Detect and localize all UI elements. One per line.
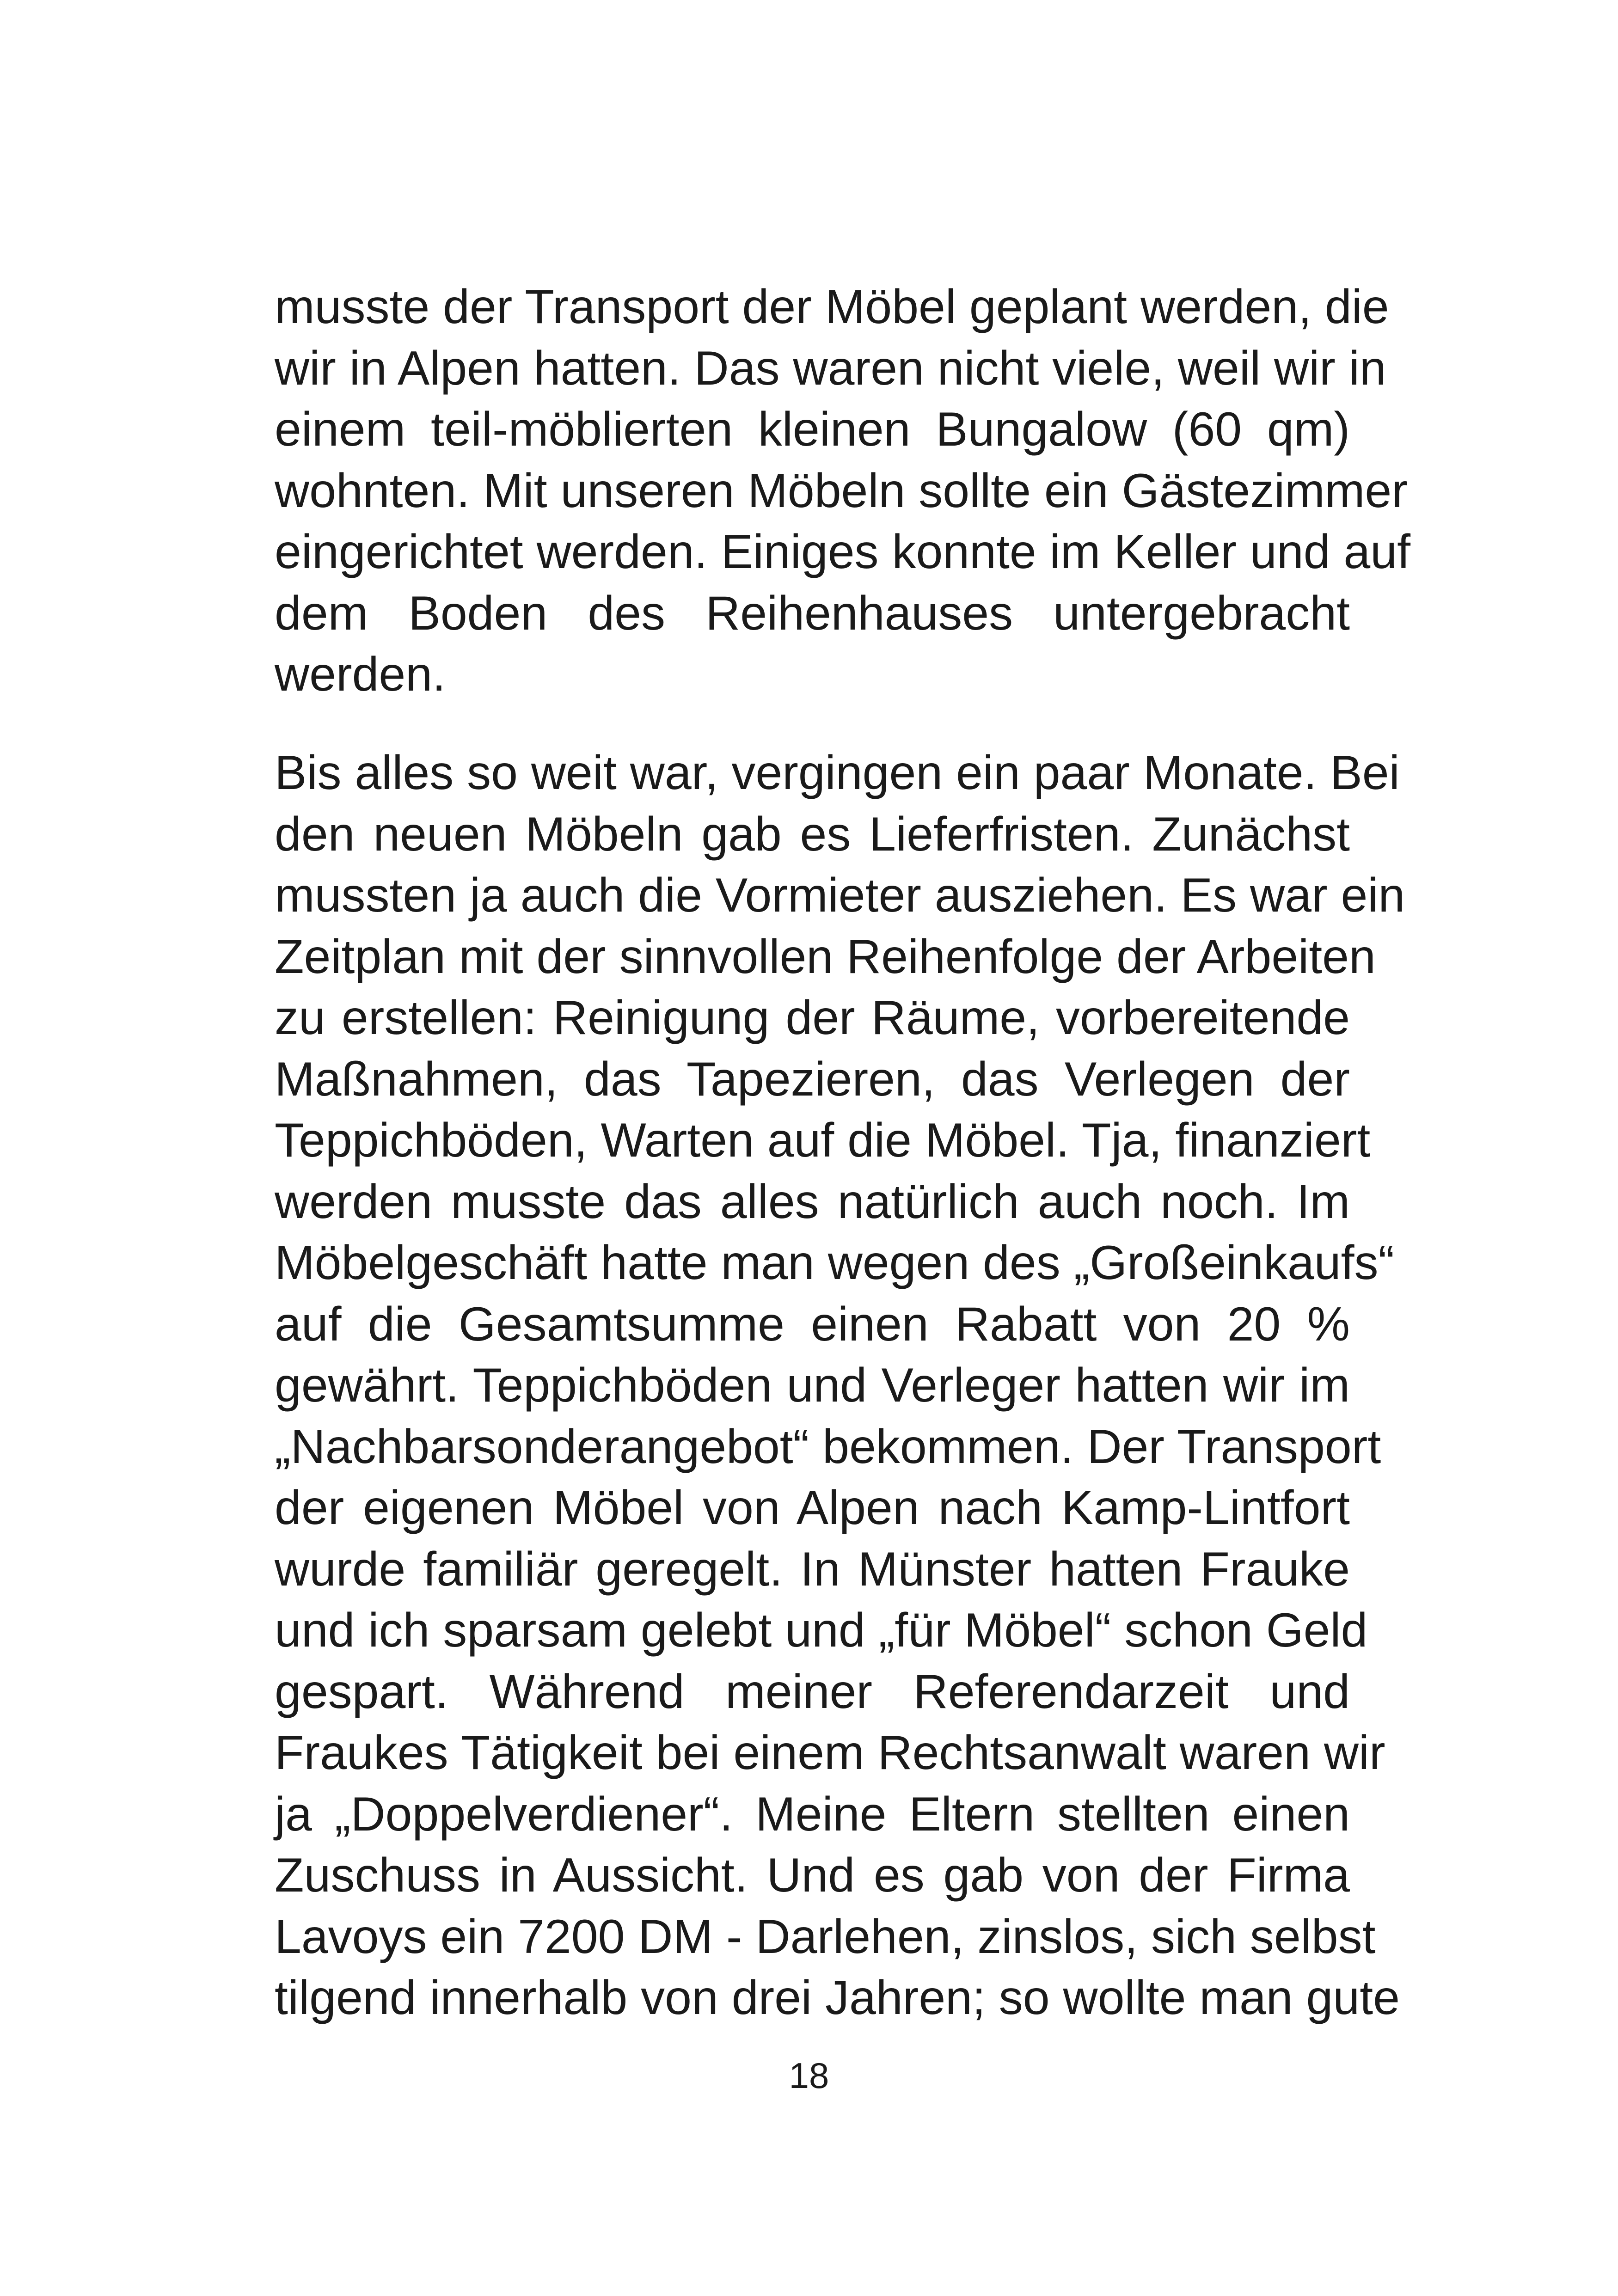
text-line: „Nachbarsonderangebot“ bekommen. Der Transport [275, 1420, 1381, 1474]
text-line: Zeitplan mit der sinnvollen Reihenfolge der Arbeiten [275, 930, 1376, 984]
text-line: zu erstellen: Reinigung der Räume, vorbereitende [275, 991, 1350, 1045]
text-line: Teppichböden, Warten auf die Möbel. Tja, finanziert [275, 1114, 1371, 1167]
text-line: den neuen Möbeln gab es Lieferfristen. Zunächst [275, 807, 1350, 861]
text-line: wir in Alpen hatten. Das waren nicht viele, weil wir in [275, 341, 1386, 395]
text-line: wurde familiär geregelt. In Münster hatten Frauke [275, 1542, 1350, 1596]
text-line: einem teil-möblierten kleinen Bungalow (60 qm) [275, 403, 1350, 456]
page-number: 18 [789, 2055, 829, 2096]
text-line: der eigenen Möbel von Alpen nach Kamp-Lintfort [275, 1481, 1350, 1535]
text-line: werden musste das alles natürlich auch noch. Im [275, 1175, 1350, 1229]
text-line: wohnten. Mit unseren Möbeln sollte ein Gästezimmer [275, 464, 1408, 518]
text-line: Fraukes Tätigkeit bei einem Rechtsanwalt waren wir [275, 1726, 1385, 1780]
text-line: werden. [275, 648, 446, 701]
text-line: eingerichtet werden. Einiges konnte im Keller und auf [275, 525, 1410, 579]
text-line: musste der Transport der Möbel geplant werden, die [275, 280, 1389, 334]
text-line: und ich sparsam gelebt und „für Möbel“ schon Geld [275, 1604, 1368, 1657]
text-line: dem Boden des Reihenhauses untergebracht [275, 586, 1350, 640]
text-line: ja „Doppelverdiener“. Meine Eltern stellten einen [275, 1787, 1350, 1841]
text-line: Maßnahmen, das Tapezieren, das Verlegen der [275, 1052, 1350, 1106]
text-line: tilgend innerhalb von drei Jahren; so wollte man gute [275, 1971, 1400, 2025]
text-line: Möbelgeschäft hatte man wegen des „Großeinkaufs“ [275, 1236, 1395, 1290]
text-line: gewährt. Teppichböden und Verleger hatten wir im [275, 1359, 1350, 1412]
text-line: gespart. Während meiner Referendarzeit und [275, 1665, 1350, 1719]
text-line: auf die Gesamtsumme einen Rabatt von 20 % [275, 1297, 1350, 1351]
text-line: Bis alles so weit war, vergingen ein paar Monate. Bei [275, 746, 1400, 800]
text-line: Lavoys ein 7200 DM - Darlehen, zinslos, sich selbst [275, 1910, 1376, 1964]
text-line: mussten ja auch die Vormieter ausziehen. Es war ein [275, 869, 1405, 922]
paragraph-1 [275, 276, 1410, 705]
text-line: Zuschuss in Aussicht. Und es gab von der Firma [275, 1849, 1350, 1902]
paragraph-2 [275, 742, 1405, 2029]
